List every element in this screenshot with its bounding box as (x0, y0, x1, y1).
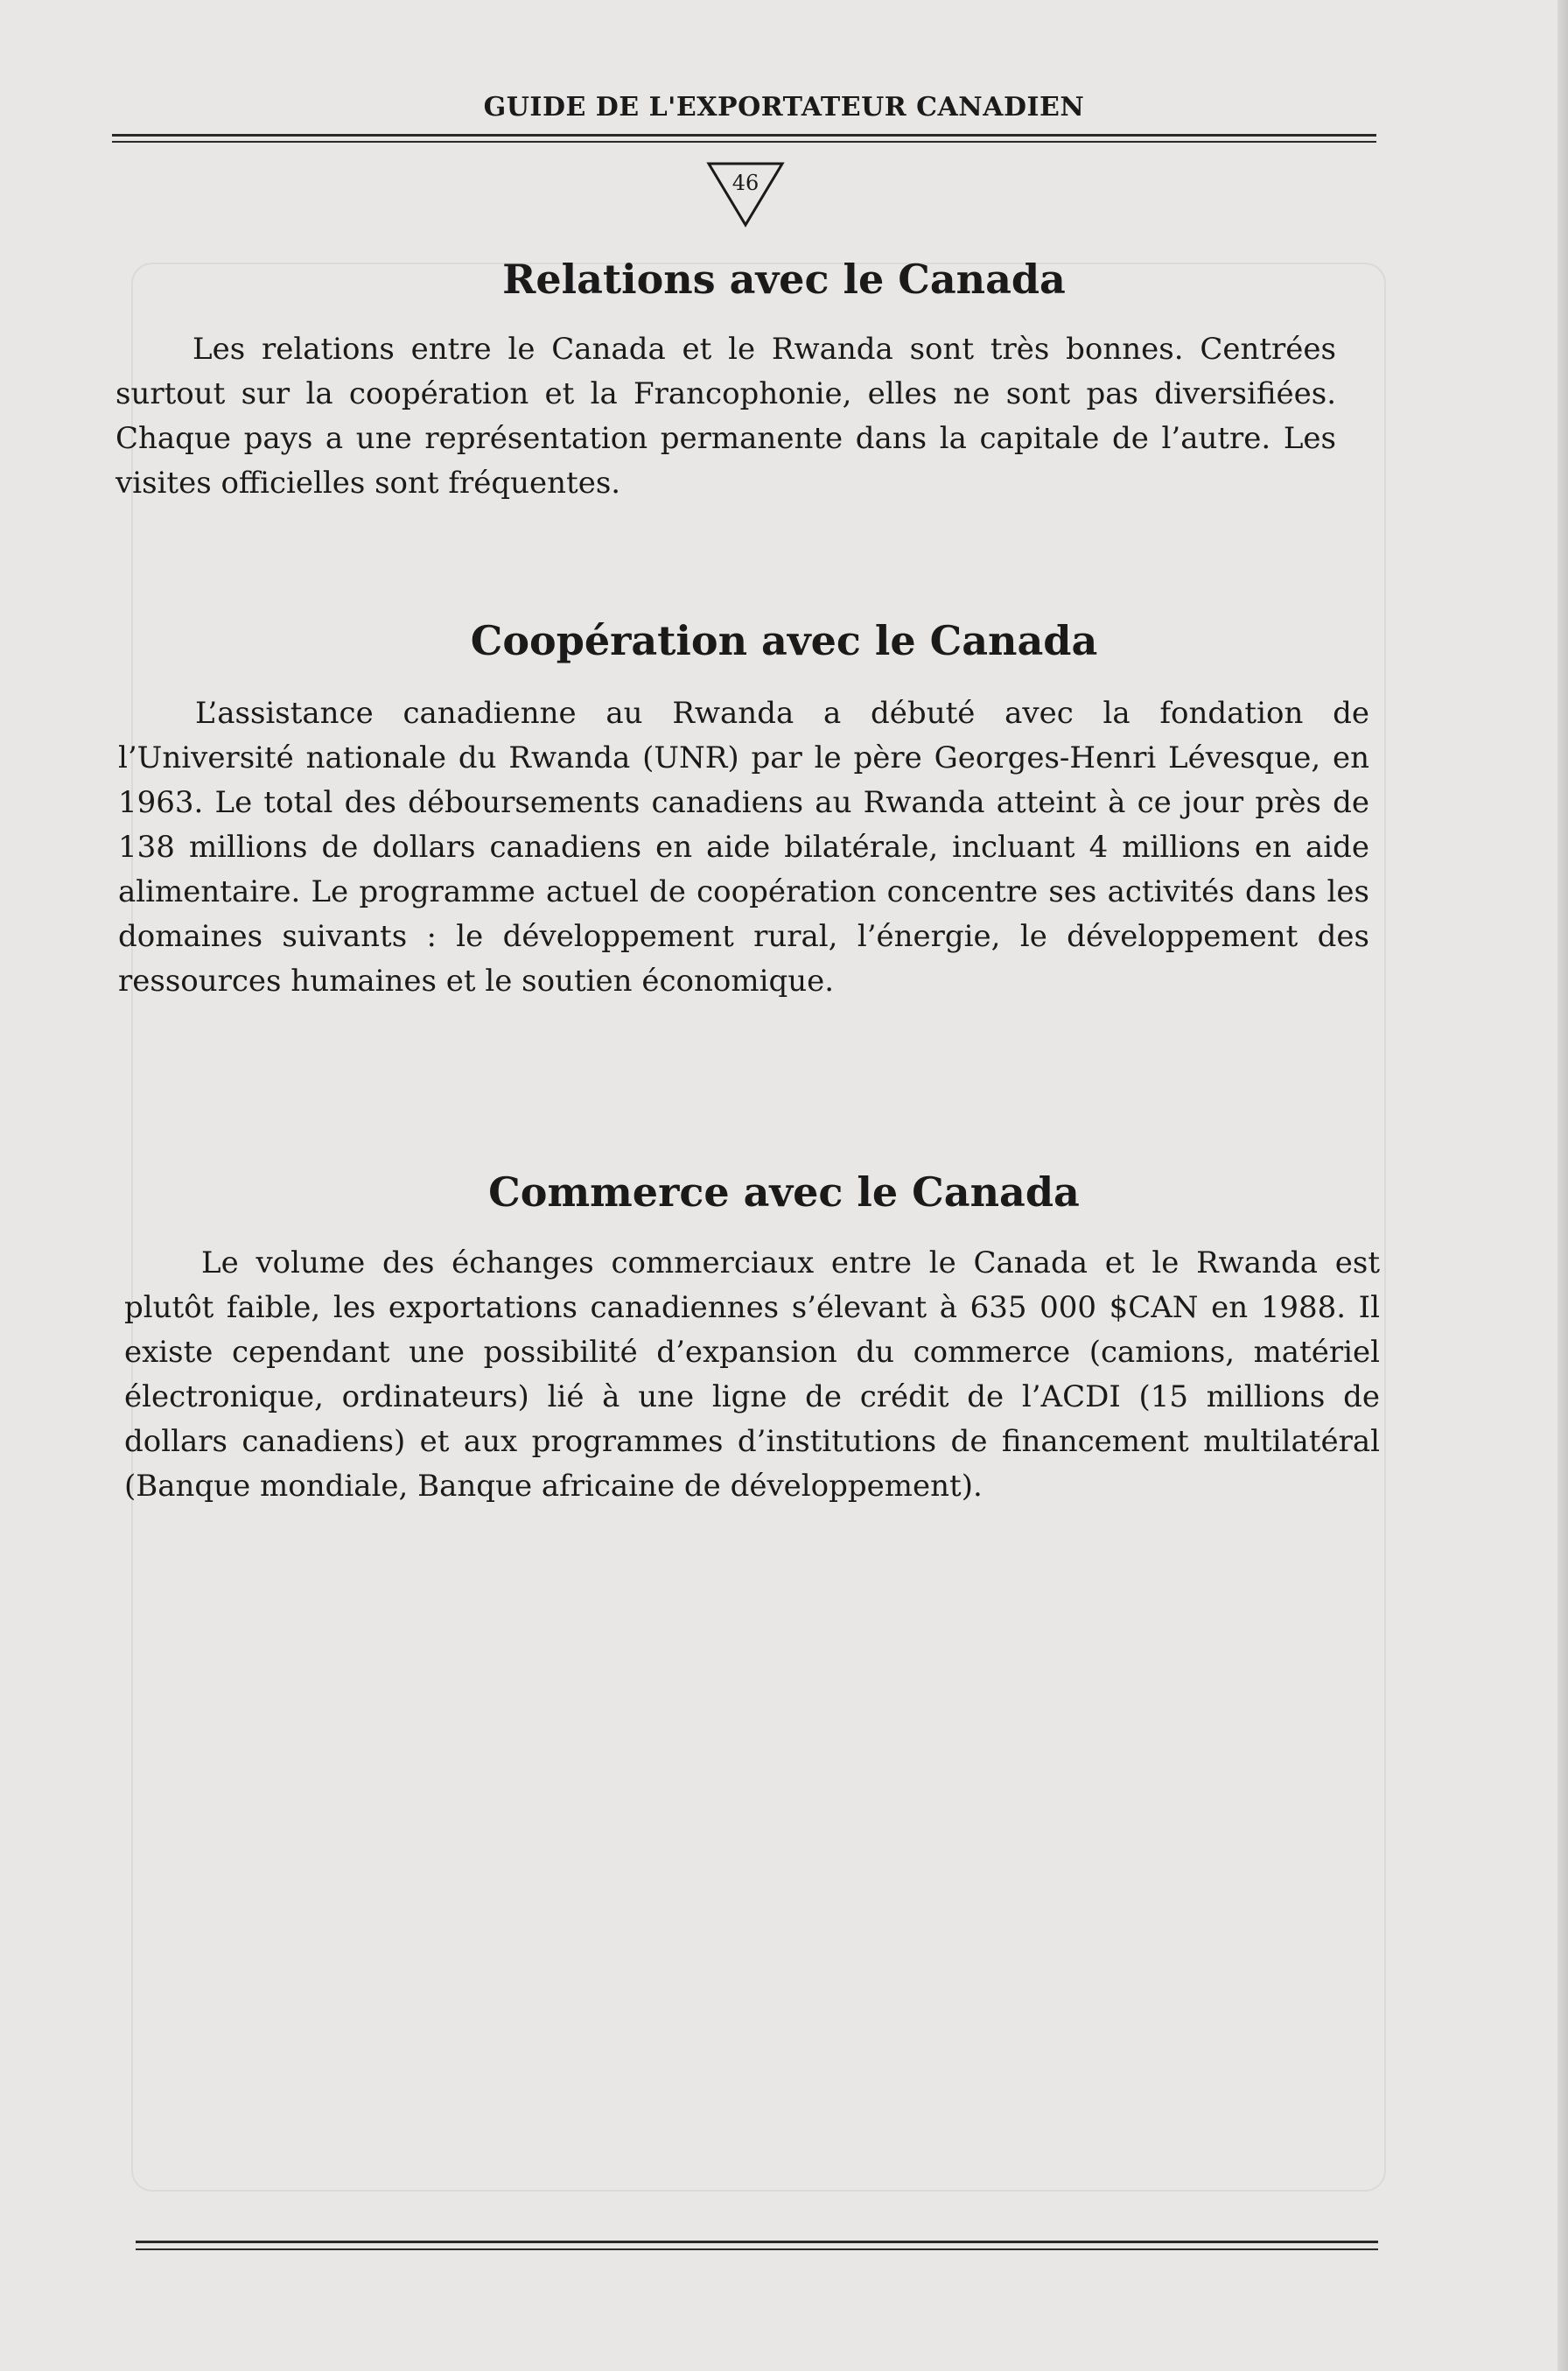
paragraph-text: L’assistance canadienne au Rwanda a débuté avec la fondation de l’Université nationale du Rwanda (UNR) par le père Georges-Henri Lévesque, en 1963. Le total des déboursements canadiens au Rwanda atteint à ce jour près de 138 millions de dollars canadiens en aide bilatérale, incluant 4 millions en aide alimentaire. Le programme actuel de coopération concentre ses activités dans les domaines suivants : le développement rural, l’énergie, le développement des ressources humaines et le soutien économique. (118, 696, 1369, 999)
section-paragraph-commerce (124, 1241, 1380, 1509)
section-paragraph-relations (116, 327, 1336, 506)
section-heading-commerce: Commerce avec le Canada (488, 1168, 1080, 1216)
section-paragraph-cooperation (118, 691, 1369, 1004)
header-rule (112, 134, 1376, 137)
paragraph-text: Les relations entre le Canada et le Rwanda sont très bonnes. Centrées surtout sur la coopération et la Francophonie, elles ne sont pas diversifiées. Chaque pays a une représentation permanente dans la capitale de l’autre. Les visites officielles sont fréquentes. (116, 332, 1336, 501)
header-rule-thin (112, 141, 1376, 143)
running-header: GUIDE DE L'EXPORTATEUR CANADIEN (483, 92, 1085, 123)
footer-rule (136, 2241, 1378, 2243)
paragraph-text: Le volume des échanges commerciaux entre le Canada et le Rwanda est plutôt faible, les exportations canadiennes s’élevant à 635 000 $CAN en 1988. Il existe cependant une possibilité d’expansion du commerce (camions, matériel électronique, ordinateurs) lié à une ligne de crédit de l’ACDI (15 millions de dollars canadiens) et aux programmes d’institutions de financement multilatéral (Banque mondiale, Banque africaine de développement). (124, 1245, 1380, 1504)
page-number: 46 (732, 171, 760, 195)
footer-rule-thin (136, 2248, 1378, 2250)
section-heading-cooperation: Coopération avec le Canada (470, 617, 1098, 664)
section-heading-relations: Relations avec le Canada (502, 256, 1066, 303)
show-through-frame (131, 263, 1386, 2192)
